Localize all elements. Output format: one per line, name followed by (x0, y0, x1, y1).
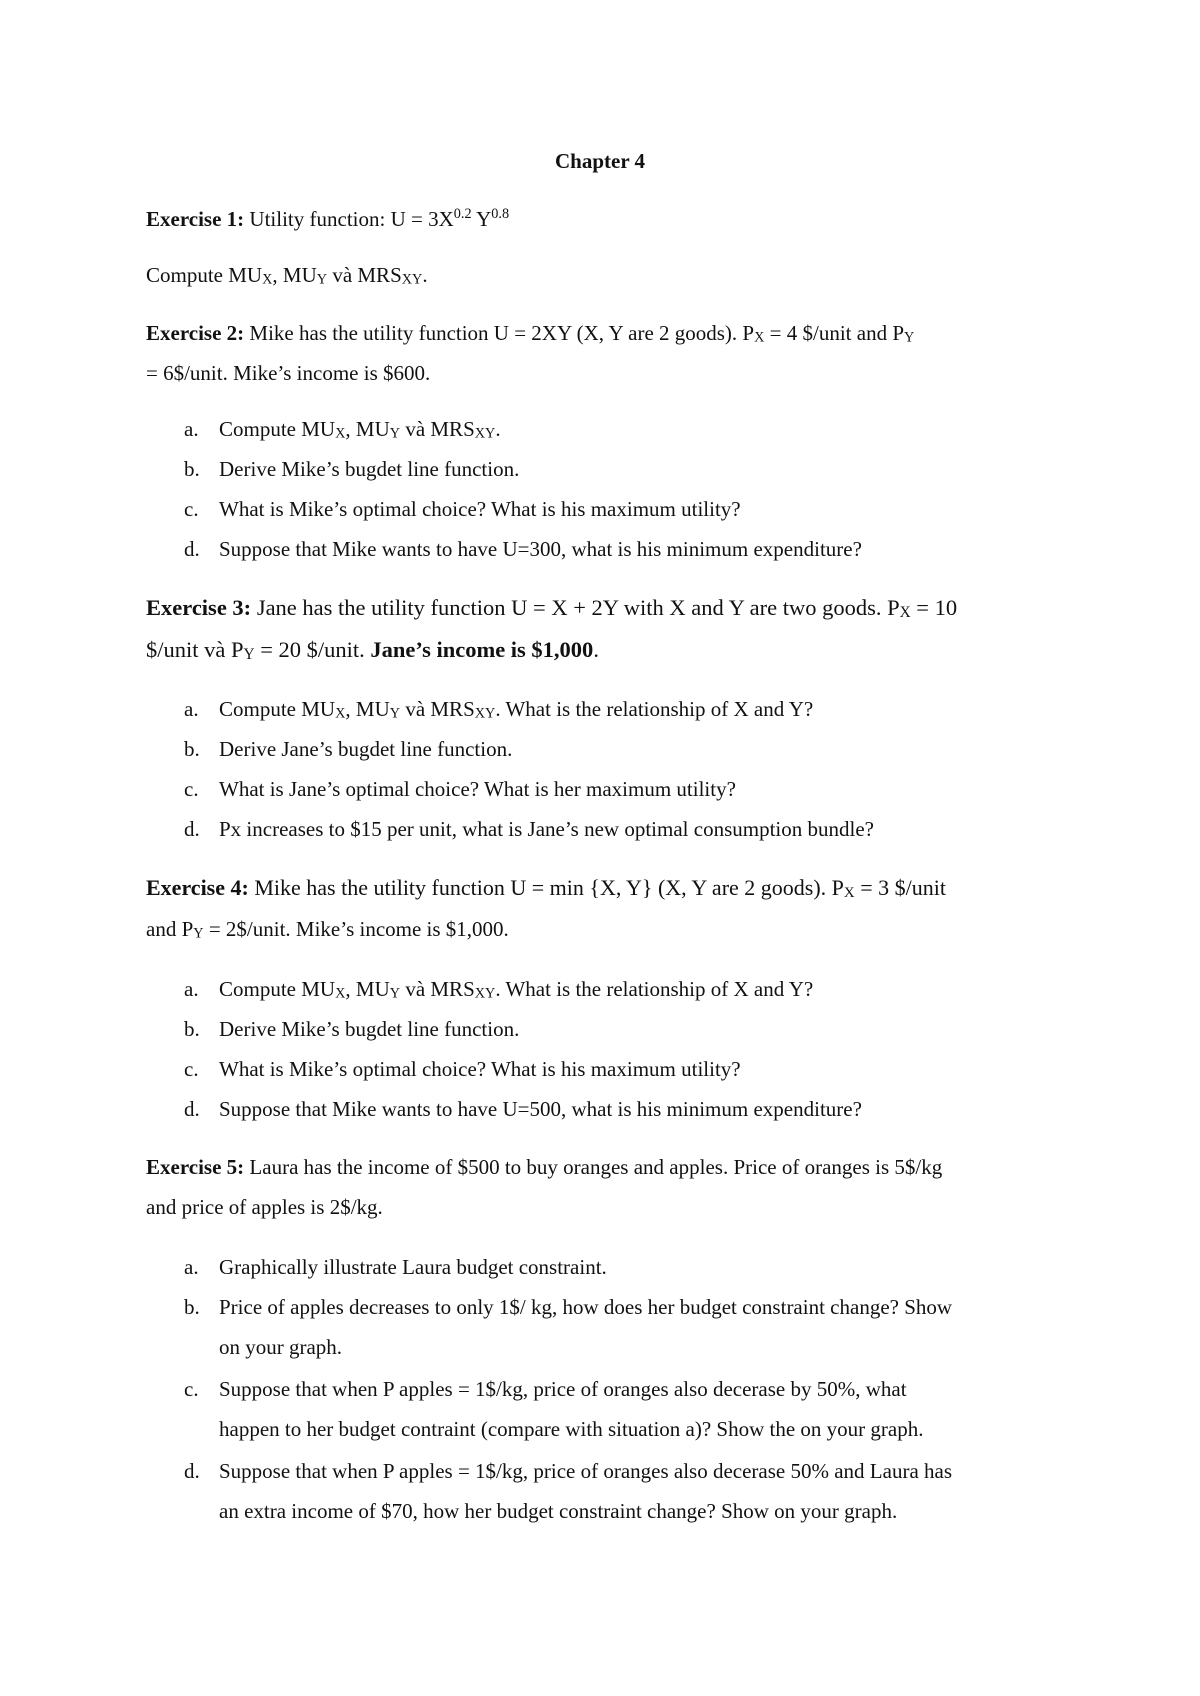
exercise-2-statement-line2: = 6$/unit. Mike’s income is $600. (146, 361, 431, 385)
exercise-4-statement-line2: and $P_Y$ = 2$/unit. Mike’s income is $1,000. (146, 917, 509, 942)
exercise-4-item-c: c. What is Mike’s optimal choice? What is his maximum utility? (184, 1057, 741, 1081)
exercise-2-item-d: d. Suppose that Mike wants to have U=300, what is his minimum expenditure? (184, 537, 862, 561)
exercise-2-heading: Exercise 2: (146, 321, 245, 345)
exercise-3-item-d: d. Px increases to $15 per unit, what is Jane’s new optimal consumption bundle? (184, 817, 874, 841)
exercise-4-heading: Exercise 4: (146, 875, 249, 900)
exercise-4-item-b: b. Derive Mike’s bugdet line function. (184, 1017, 520, 1041)
exercise-2-statement-line1: Exercise 2: Mike has the utility function U = 2XY (X, Y are 2 goods). $P_X = 4$ $/unit and $P_Y$ (146, 321, 915, 346)
exercise-5-item-d: d. Suppose that when P apples = 1$/kg, price of oranges also decerase 50% and Laura has (184, 1459, 953, 1483)
exercise-3-item-a: a. Compute $MU_X$, $MU_Y$ và $MRS_{XY}$. What is the relationship of X and Y? (184, 697, 814, 722)
exercise-2-item-c: c. What is Mike’s optimal choice? What is his maximum utility? (184, 497, 741, 521)
exercise-3-item-c: c. What is Jane’s optimal choice? What is her maximum utility? (184, 777, 736, 801)
exercise-5-item-c-cont: happen to her budget contraint (compare with situation a)? Show the on your graph. (219, 1417, 924, 1441)
exercise-5-item-b-cont: on your graph. (219, 1335, 343, 1359)
exercise-1-task: Compute $MU_X$, $MU_Y$ và $MRS_{XY}$. (146, 263, 428, 288)
exercise-3-heading: Exercise 3: (146, 595, 252, 620)
exercise-5-item-b: b. Price of apples decreases to only 1$/ kg, how does her budget constraint change? Show (184, 1295, 953, 1319)
exercise-5-statement-line2: and price of apples is 2$/kg. (146, 1195, 383, 1219)
exercise-4-item-d: d. Suppose that Mike wants to have U=500, what is his minimum expenditure? (184, 1097, 862, 1121)
exercise-3-statement-line2: $/unit và $P_Y = 20$ $/unit. Jane’s income is $1,000. (146, 637, 599, 663)
exercise-1-heading: Exercise 1: (146, 207, 245, 231)
exercise-1-statement: Exercise 1: Utility function: $U = 3X^{0.2}$ $Y^{0.8}$ (146, 206, 510, 231)
exercise-5-heading: Exercise 5: (146, 1155, 245, 1179)
exercise-2-item-b: b. Derive Mike’s bugdet line function. (184, 457, 520, 481)
exercise-3-statement-line1: Exercise 3: Jane has the utility function U = X + 2Y with X and Y are two goods. $P_X = 10$ (146, 595, 958, 621)
exercise-2-item-a: a. Compute $MU_X$, $MU_Y$ và $MRS_{XY}$. (184, 417, 501, 442)
exercise-5-item-a: a. Graphically illustrate Laura budget constraint. (184, 1255, 607, 1279)
exercise-5-item-d-cont: an extra income of $70, how her budget constraint change? Show on your graph. (219, 1499, 898, 1523)
exercise-3-item-b: b. Derive Jane’s bugdet line function. (184, 737, 513, 761)
page-title: Chapter 4 (554, 149, 646, 173)
exercise-5-item-c: c. Suppose that when P apples = 1$/kg, price of oranges also decerase by 50%, what (184, 1377, 907, 1401)
exercise-5-statement-line1: Exercise 5: Laura has the income of $500 to buy oranges and apples. Price of oranges is 5$/kg (146, 1155, 943, 1179)
exercise-4-item-a: a. Compute $MU_X$, $MU_Y$ và $MRS_{XY}$. What is the relationship of X and Y? (184, 977, 814, 1002)
exercise-4-statement-line1: Exercise 4: Mike has the utility function U = min {X, Y} (X, Y are 2 goods). $P_X = 3$ $/unit (146, 875, 946, 901)
